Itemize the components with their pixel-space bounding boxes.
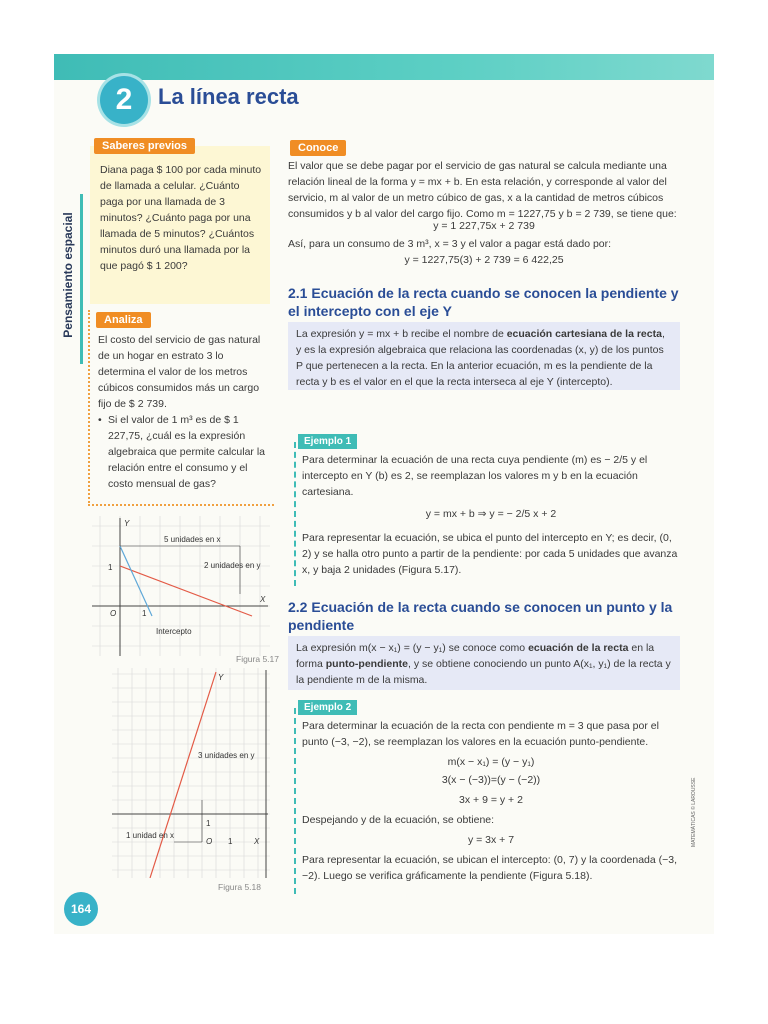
fig17-origin: O [110, 609, 117, 618]
example-1-text2: Para representar la ecuación, se ubica el punto del intercepto en Y; es decir, (0, 2) y se halla otro punto a partir de la pendiente: por cada 5 unidades que avanza x, y baja 2 unidades (Figura 5.17). [302, 532, 678, 576]
fig18-one-x: 1 [228, 837, 233, 846]
conoce-label: Conoce [290, 140, 346, 156]
conoce-eq1: y = 1 227,75x + 2 739 [433, 220, 535, 232]
example-2-eq2: 3(x − (−3))=(y − (−2)) [441, 774, 541, 786]
fig18-axis-y: Y [218, 673, 224, 682]
figure-5-18 [112, 668, 270, 878]
def22-mid: en la forma [296, 642, 655, 670]
fig18-label-3: 3 unidades en y [198, 751, 255, 760]
def22-bold2: punto-pendiente [325, 658, 409, 670]
analiza-box [88, 310, 274, 506]
def21-bold: ecuación cartesiana de la recta [506, 328, 662, 340]
saberes-previos-box [90, 146, 270, 304]
example-1-text1: Para determinar la ecuación de una recta cuya pendiente (m) es − 2/5 y el intercepto en Y (b) es 2, se reemplazan los valores m y b en la ecuación cartesiana. [302, 454, 648, 498]
def21-pre: La expresión y = mx + b recibe el nombre de [296, 328, 507, 340]
figure-5-17 [92, 516, 270, 656]
fig17-axis-y: Y [124, 519, 130, 528]
saberes-label: Saberes previos [94, 138, 195, 154]
fig18-origin: O [206, 837, 213, 846]
example-1-eq: y = mx + b ⇒ y = − 2/5 x + 2 [425, 508, 557, 520]
def22-post: , y se obtiene conociendo un punto A(x₁, y₁) de la recta y la pendiente m de la misma. [296, 658, 671, 686]
example-2-text3: Para representar la ecuación, se ubican el intercepto: (0, 7) y la coordenada (−3, −2). Luego se verifica gráficamente la pendiente (Figura 5.18). [302, 854, 678, 882]
section-2-1-definition [288, 322, 680, 390]
example-2-text2: Despejando y de la ecuación, se obtiene: [302, 814, 495, 826]
example-2-eq1: m(x − x₁) = (y − y₁) [447, 756, 535, 768]
section-2-1-title: 2.1 Ecuación de la recta cuando se conocen la pendiente y el intercepto con el eje Y [288, 285, 679, 319]
conoce-eq2: y = 1227,75(3) + 2 739 = 6 422,25 [404, 254, 564, 266]
chapter-number-badge: 2 [100, 76, 148, 124]
conoce-text2: Así, para un consumo de 3 m³, x = 3 y el valor a pagar está dado por: [288, 238, 612, 250]
fig18-one-y: 1 [206, 819, 211, 828]
fig17-label-intercept: Intercepto [156, 627, 192, 636]
figure-5-18-caption: Figura 5.18 [218, 882, 261, 892]
fig17-label-2: 2 unidades en y [204, 561, 261, 570]
def22-bold1: ecuación de la recta [528, 642, 629, 654]
def21-post: , y es la expresión algebraica que relaciona las coordenadas (x, y) de los puntos P que pertenecen a la recta. En la anterior ecuación, m es la pendiente de la recta y b es el valor en el que la recta interseca al eje Y (intercepto). [296, 328, 665, 388]
example-2-label: Ejemplo 2 [298, 700, 357, 715]
fig17-axis-x: X [260, 595, 266, 604]
page-number: 164 [64, 892, 98, 926]
figure-5-17-caption: Figura 5.17 [236, 654, 279, 664]
fig17-one-y: 1 [108, 563, 113, 572]
chapter-title: La línea recta [158, 84, 299, 109]
fig18-axis-x: X [254, 837, 260, 846]
example-1-label: Ejemplo 1 [298, 434, 357, 449]
section-2-2-title: 2.2 Ecuación de la recta cuando se conocen un punto y la pendiente [288, 599, 673, 633]
analiza-bullet: • Si el valor de 1 m³ es de $ 1 227,75, ¿cuál es la expresión algebraica que permite calcular la relación entre el consumo y el costo mensual de gas? [98, 412, 270, 492]
saberes-text: Diana paga $ 100 por cada minuto de llamada a celular. ¿Cuánto paga por una llamada de 3 minutos? ¿Cuánto paga por una llamada de 5 minutos? ¿Cuántos minutos duró una llamada por la que pagó $ 1 200? [100, 164, 262, 272]
example-2-text1: Para determinar la ecuación de la recta con pendiente m = 3 que pasa por el punto (−3, −2), se reemplazan los valores en la ecuación punto-pendiente. [302, 720, 659, 748]
fig17-one-x: 1 [142, 609, 147, 618]
credit-text [691, 839, 697, 847]
side-tab [54, 194, 83, 364]
example-2-rule [294, 708, 296, 894]
example-1-rule [294, 442, 296, 586]
header-band [54, 54, 714, 80]
example-2-eq3: 3x + 9 = y + 2 [459, 794, 523, 806]
textbook-page [54, 54, 714, 934]
example-2-eq4: y = 3x + 7 [467, 834, 515, 846]
section-2-2-definition [288, 636, 680, 690]
fig18-label-1: 1 unidad en x [126, 831, 175, 840]
conoce-text: El valor que se debe pagar por el servicio de gas natural se calcula mediante una relación lineal de la forma y = mx + b. En esta relación, y corresponde al valor del servicio, m al valor de un metro cúbico de gas, x a la cantidad de metros cúbicos consumidos y b al valor del cargo fijo. Como m = 1227,75 y b = 2 739, se tiene que: [288, 160, 677, 220]
fig17-label-5: 5 unidades en x [164, 535, 221, 544]
side-tab-label: Pensamiento espacial [61, 212, 75, 338]
analiza-text: El costo del servicio de gas natural de un hogar en estrato 3 lo determina el valor de los metros cúbicos consumidos más un cargo fijo de $ 2 739. [98, 334, 261, 410]
analiza-label: Analiza [96, 312, 151, 328]
analiza-content [98, 332, 270, 492]
def22-pre: La expresión m(x − x₁) = (y − y₁) se conoce como [296, 642, 529, 654]
